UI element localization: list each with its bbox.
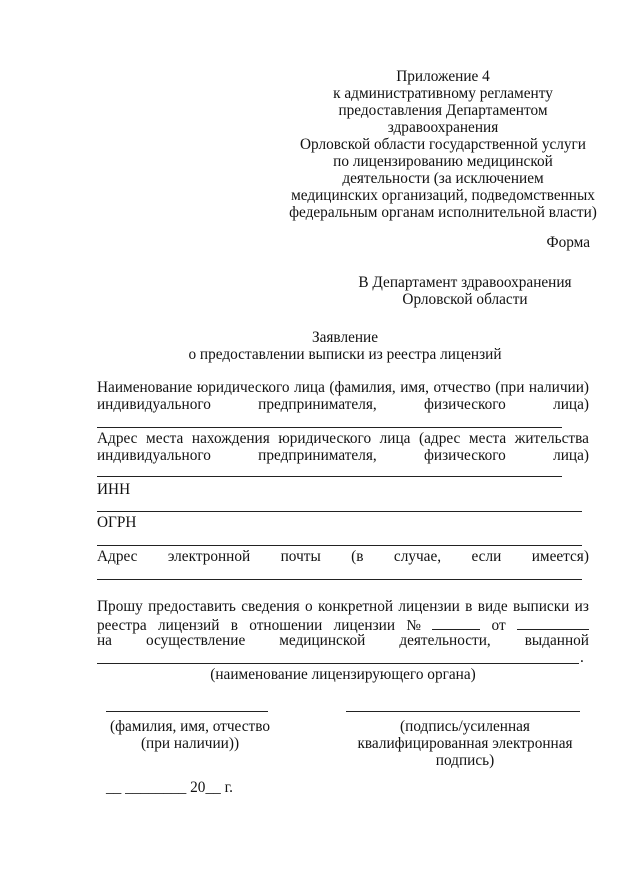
title-line: о предоставлении выписки из реестра лицензий xyxy=(188,346,502,363)
appendix-line: федеральным органам исполнительной власти) xyxy=(289,204,597,221)
address-input-line[interactable] xyxy=(97,476,562,477)
email-label: Адрес электронной почты (в случае, если имеется) xyxy=(97,548,589,565)
document-title xyxy=(100,329,590,363)
appendix-line: деятельности (за исключением xyxy=(342,170,544,187)
request-line-1: Прошу предоставить сведения о конкретной лицензии в виде выписки из xyxy=(97,598,589,615)
address-field xyxy=(97,430,589,464)
name-label-line-1: Наименование юридического лица (фамилия, имя, отчество (при наличии) xyxy=(97,379,589,396)
appendix-line: предоставления Департаментом xyxy=(338,102,548,119)
date-year-prefix: 20 xyxy=(190,779,206,796)
title-line: Заявление xyxy=(311,329,379,346)
full-name-signature-line[interactable] xyxy=(106,711,268,712)
date-year-suffix: г. xyxy=(224,779,233,796)
addressee-line: В Департамент здравоохранения xyxy=(358,274,572,291)
appendix-block xyxy=(286,68,600,221)
form-label: Форма xyxy=(546,234,590,251)
signature-caption: (подпись/усиленная квалифицированная электронная подпись) xyxy=(357,718,573,769)
full-name-caption: (фамилия, имя, отчество (при наличии)) xyxy=(110,718,270,752)
appendix-line: к административному регламенту xyxy=(333,85,553,102)
addressee xyxy=(340,274,590,308)
appendix-line: Орловской области государственной услуги xyxy=(300,136,586,153)
date-year-blank[interactable]: __ xyxy=(205,779,221,796)
date-month-blank[interactable]: ________ xyxy=(125,779,187,796)
ogrn-input-line[interactable] xyxy=(97,545,582,546)
license-number-input[interactable] xyxy=(432,615,480,630)
license-date-input[interactable] xyxy=(517,615,589,630)
name-label-line-2: индивидуального предпринимателя, физического лица) xyxy=(97,396,589,413)
name-input-line[interactable] xyxy=(97,427,562,428)
request-period: . xyxy=(580,649,584,666)
name-field xyxy=(97,379,589,413)
licensing-body-input-line[interactable] xyxy=(97,663,579,664)
address-label-line-2: индивидуального предпринимателя, физического лица) xyxy=(97,447,589,464)
appendix-line: Приложение 4 xyxy=(396,68,490,85)
email-input-line[interactable] xyxy=(97,579,582,580)
addressee-line: Орловской области xyxy=(402,291,528,308)
ogrn-label: ОГРН xyxy=(97,514,137,531)
appendix-line: медицинских организаций, подведомственных xyxy=(291,187,595,204)
appendix-line: здравоохранения xyxy=(387,119,499,136)
signature-line[interactable] xyxy=(346,711,580,712)
request-line-3: на осуществление медицинской деятельности, выданной xyxy=(97,632,589,649)
inn-input-line[interactable] xyxy=(97,511,582,512)
inn-label: ИНН xyxy=(97,481,131,498)
appendix-line: по лицензированию медицинской xyxy=(333,153,553,170)
date-day-blank[interactable]: __ xyxy=(106,779,122,796)
request-line-2: реестра лицензий в отношении лицензии № от xyxy=(97,615,589,634)
address-label-line-1: Адрес места нахождения юридического лица (адрес места жительства xyxy=(97,430,589,447)
date-line[interactable] xyxy=(106,779,233,796)
licensing-body-caption: (наименование лицензирующего органа) xyxy=(210,666,476,683)
